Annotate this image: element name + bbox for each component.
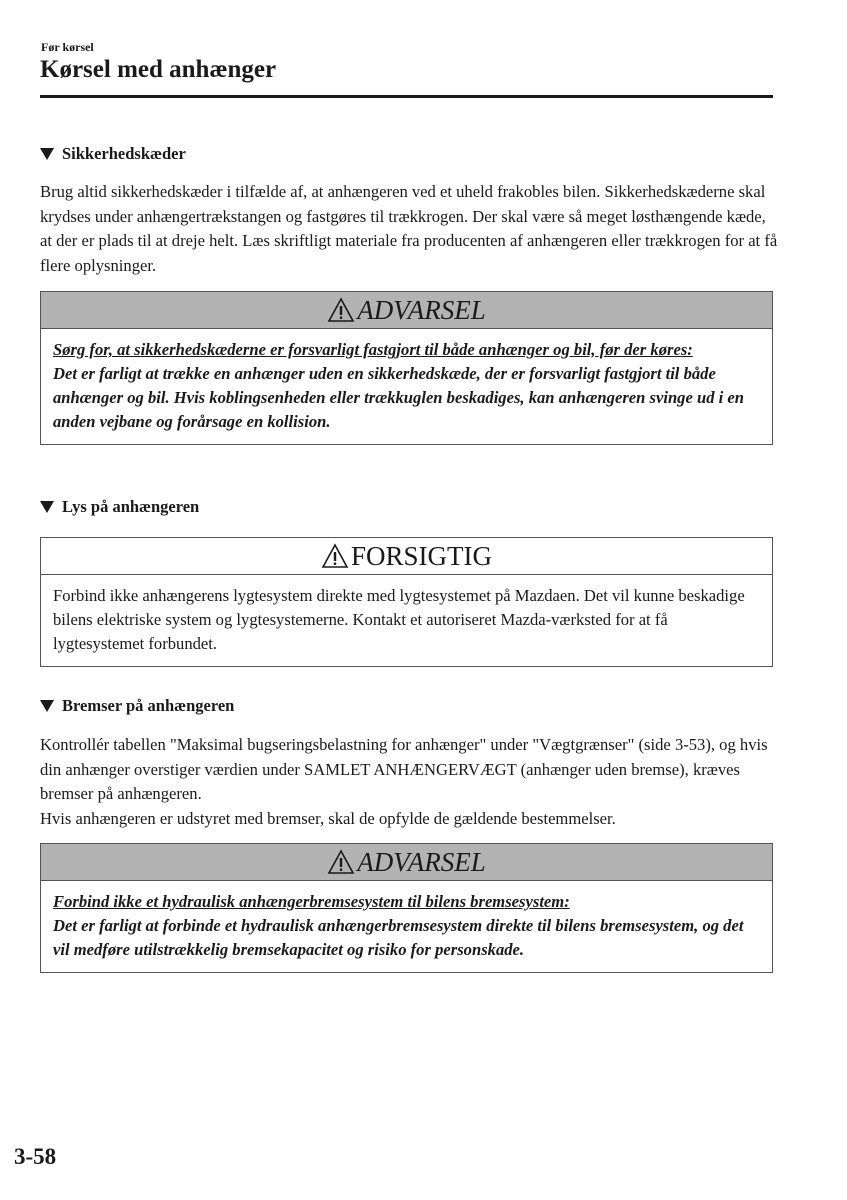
paragraph-safety-chains [40, 180, 780, 278]
warning-text: Det er farligt at forbinde et hydraulisk anhængerbremsesystem direkte til bilens bremsesystem, og det vil medføre utilstrækkelig bremsekapacitet og risiko for personskade. [53, 916, 744, 959]
warning-lead: Sørg for, at sikkerhedskæderne er forsvarligt fastgjort til både anhænger og bil, før der køres: [53, 340, 693, 359]
page-number: 3-58 [14, 1144, 57, 1169]
warning-label: ADVARSEL [357, 846, 486, 877]
section-label: Før kørsel [41, 40, 94, 54]
section-heading-trailer-brakes [40, 696, 234, 716]
caution-body [41, 575, 772, 666]
section-heading-text: Bremser på anhængeren [62, 696, 235, 715]
triangle-bullet-icon [40, 501, 54, 513]
paragraph-text: Brug altid sikkerhedskæder i tilfælde af, at anhængeren ved et uheld frakobles bilen. Sikkerhedskæderne skal krydses under anhængertrækstangen og fastgøres til trækkrogen. Der skal være så meget løsthængende kæde, at der er plads til at dreje helt. Læs skriftligt materiale fra producenten af anhængeren eller trækkrogen for at få flere oplysninger. [40, 182, 778, 275]
warning-triangle-icon [327, 848, 355, 876]
warning-body [41, 881, 772, 972]
warning-body [41, 329, 772, 444]
paragraph-trailer-brakes [40, 733, 780, 831]
caution-label: FORSIGTIG [350, 540, 492, 571]
warning-box-trailer-brakes [40, 843, 773, 973]
section-heading-text: Lys på anhængeren [62, 497, 200, 516]
triangle-bullet-icon [40, 700, 54, 712]
warning-label: ADVARSEL [357, 294, 486, 325]
paragraph-text-2: Hvis anhængeren er udstyret med bremser, skal de opfylde de gældende bestemmelser. [40, 808, 616, 828]
title-divider [40, 95, 773, 98]
triangle-bullet-icon [40, 148, 54, 160]
warning-header [41, 844, 772, 881]
warning-lead: Forbind ikke et hydraulisk anhængerbremsesystem til bilens bremsesystem: [53, 892, 570, 911]
section-heading-safety-chains [40, 144, 186, 164]
paragraph-text: Kontrollér tabellen "Maksimal bugseringsbelastning for anhænger" under "Vægtgrænser" (side 3-53), og hvis din anhænger overstiger værdien under SAMLET ANHÆNGERVÆGT (anhænger uden bremse), kræves bremser på anhængeren. [40, 735, 768, 803]
caution-triangle-icon [321, 542, 349, 570]
page-title: Kørsel med anhænger [40, 56, 277, 83]
section-heading-trailer-lights [40, 497, 199, 517]
section-heading-text: Sikkerhedskæder [62, 144, 186, 163]
caution-header [41, 538, 772, 575]
warning-header [41, 292, 772, 329]
warning-box-safety-chains [40, 291, 773, 445]
caution-text: Forbind ikke anhængerens lygtesystem direkte med lygtesystemet på Mazdaen. Det vil kunne beskadige bilens elektriske system og lygtesystemerne. Kontakt et autoriseret Mazda-værksted for at få lygtesystemet forbundet. [53, 586, 745, 653]
caution-box-trailer-lights [40, 537, 773, 667]
warning-triangle-icon [327, 296, 355, 324]
warning-text: Det er farligt at trække en anhænger uden en sikkerhedskæde, der er forsvarligt fastgjort til både anhænger og bil. Hvis koblingsenheden eller trækkuglen beskadiges, kan anhængeren svinge ud i en anden vejbane og forårsage en kollision. [53, 364, 745, 431]
